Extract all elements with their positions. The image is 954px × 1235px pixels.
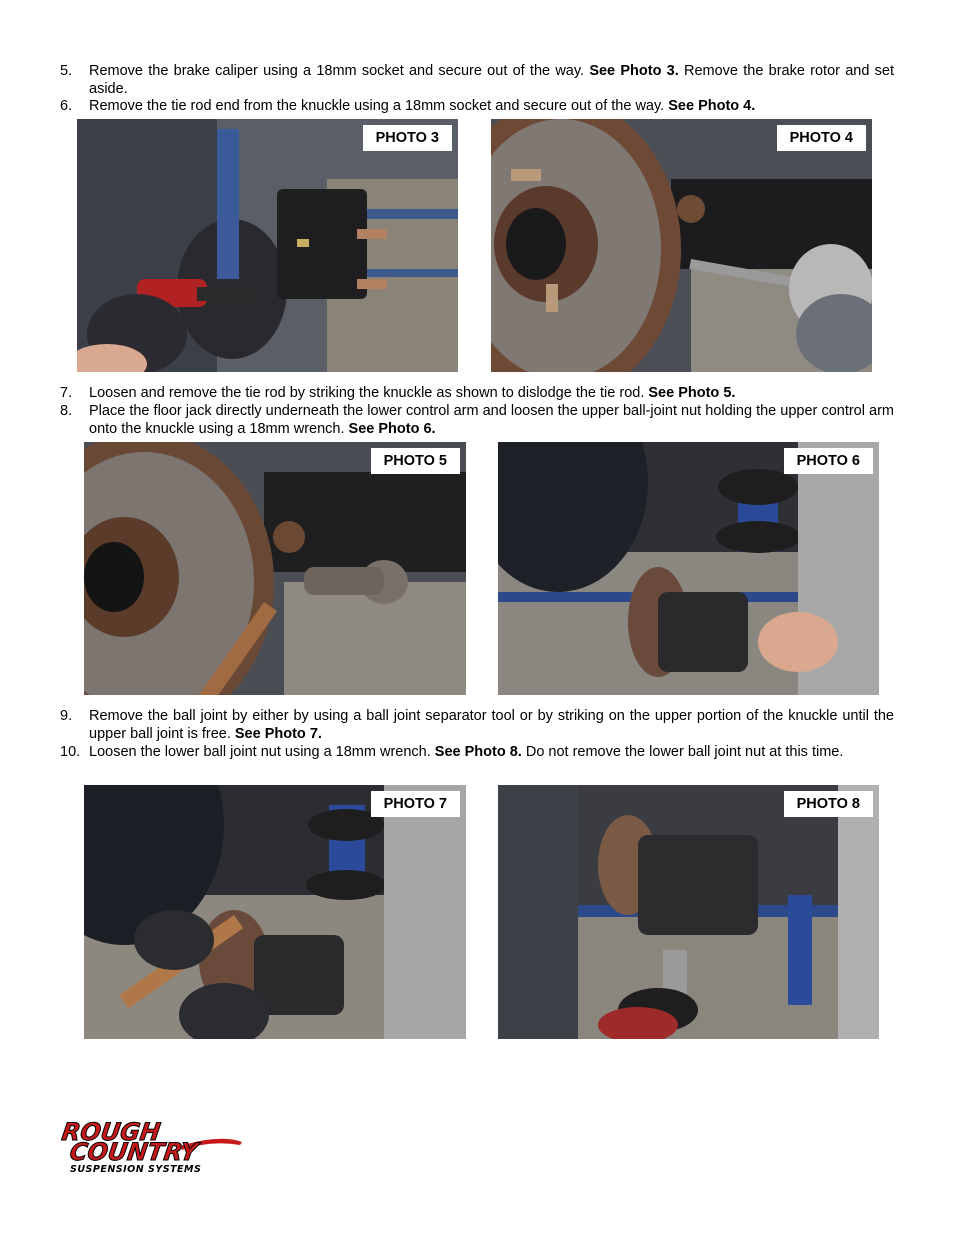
step-text: Remove the tie rod end from the knuckle using a 18mm socket and secure out of the way. See Photo 4. <box>89 98 756 114</box>
step-text: Loosen the lower ball joint nut using a 18mm wrench. See Photo 8. Do not remove the lower ball joint nut at this time. <box>89 744 844 760</box>
photo-label: PHOTO 8 <box>784 791 873 817</box>
step-number: 6. <box>60 98 73 114</box>
step-9 <box>60 707 894 743</box>
step-number: 9. <box>60 708 73 724</box>
rough-country-logo <box>60 1120 242 1178</box>
photo-4-image <box>491 119 872 372</box>
step-6 <box>60 97 894 115</box>
photo-label: PHOTO 7 <box>371 791 460 817</box>
photo-4 <box>491 119 872 372</box>
step-number: 8. <box>60 403 73 419</box>
step-8 <box>60 402 894 438</box>
photo-7 <box>84 785 466 1039</box>
step-number: 7. <box>60 385 73 401</box>
photo-label: PHOTO 3 <box>363 125 452 151</box>
step-text: Remove the ball joint by either by using a ball joint separator tool or by striking on the upper portion of the knuckle until the upper ball joint is free. See Photo 7. <box>89 708 894 742</box>
photo-7-image <box>84 785 466 1039</box>
photo-3-image <box>77 119 458 372</box>
step-number: 10. <box>60 744 81 760</box>
photo-label: PHOTO 5 <box>371 448 460 474</box>
photo-6-image <box>498 442 879 695</box>
step-text: Place the floor jack directly underneath the lower control arm and loosen the upper ball-joint nut holding the upper control arm onto the knuckle using a 18mm wrench. See Photo 6. <box>89 403 894 437</box>
photo-6 <box>498 442 879 695</box>
step-text: Loosen and remove the tie rod by striking the knuckle as shown to dislodge the tie rod. See Photo 5. <box>89 385 736 401</box>
step-7 <box>60 384 894 402</box>
logo-line-1: ROUGH <box>60 1118 163 1146</box>
photo-5-image <box>84 442 466 695</box>
logo-tagline: SUSPENSION SYSTEMS <box>70 1164 202 1175</box>
step-number: 5. <box>60 63 73 79</box>
photo-8 <box>498 785 879 1039</box>
photo-5 <box>84 442 466 695</box>
photo-3 <box>77 119 458 372</box>
logo-line-2: COUNTRY <box>68 1138 200 1166</box>
photo-label: PHOTO 4 <box>777 125 866 151</box>
step-5 <box>60 62 894 98</box>
step-10 <box>60 743 894 761</box>
step-text: Remove the brake caliper using a 18mm socket and secure out of the way. See Photo 3. Remove the brake rotor and set aside. <box>89 63 894 97</box>
photo-label: PHOTO 6 <box>784 448 873 474</box>
photo-8-image <box>498 785 879 1039</box>
